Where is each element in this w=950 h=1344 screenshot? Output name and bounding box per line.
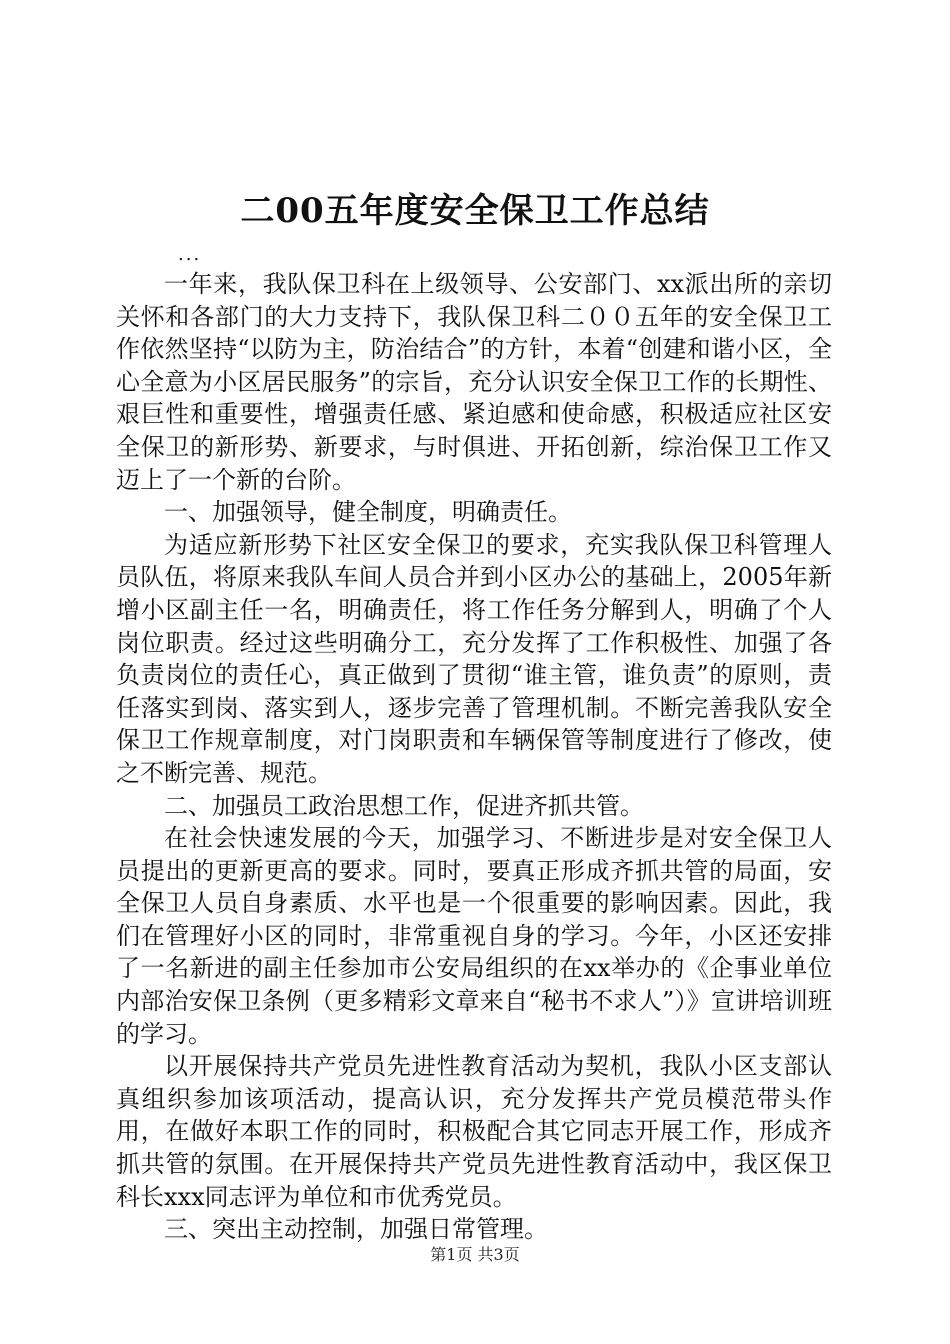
document-title: 二00五年度安全保卫工作总结 — [240, 191, 710, 231]
paragraph-section-1: 为适应新形势下社区安全保卫的要求，充实我队保卫科管理人员队伍，将原来我队车间人员合并到小区办公的基础上，2005年新增小区副主任一名，明确责任，将工作任务分解到人，明确了个人岗位职责。经过这些明确分工，充分发挥了工作积极性、加强了各负责岗位的责任心，真正做到了贯彻“谁主管，谁负责”的原则，责任落实到岗、落实到人，逐步完善了管理机制。不断完善我队安全保卫工作规章制度，对门岗职责和车辆保管等制度进行了修改，使之不断完善、规范。 — [116, 530, 832, 787]
document-body — [116, 268, 832, 1246]
ellipsis-mark: ... — [178, 244, 202, 265]
section-heading-3: 三、突出主动控制，加强日常管理。 — [164, 1215, 548, 1244]
page-number-footer: 第1页 共3页 — [430, 1245, 520, 1264]
section-heading-1: 一、加强领导，健全制度，明确责任。 — [164, 498, 572, 527]
paragraph-section-2b: 以开展保持共产党员先进性教育活动为契机，我队小区支部认真组织参加该项活动，提高认识，充分发挥共产党员模范带头作用，在做好本职工作的同时，积极配合其它同志开展工作，形成齐抓共管的氛围。在开展保持共产党员先进性教育活动中，我区保卫科长xxx同志评为单位和市优秀党员。 — [116, 1052, 832, 1211]
section-heading-2: 二、加强员工政治思想工作，促进齐抓共管。 — [164, 791, 644, 820]
paragraph-intro: 一年来，我队保卫科在上级领导、公安部门、xx派出所的亲切关怀和各部门的大力支持下，我队保卫科二００五年的安全保卫工作依然坚持“以防为主，防治结合”的方针，本着“创建和谐小区，全心全意为小区居民服务”的宗旨，充分认识安全保卫工作的长期性、艰巨性和重要性，增强责任感、紧迫感和使命感，积极适应社区安全保卫的新形势、新要求，与时俱进、开拓创新，综治保卫工作又迈上了一个新的台阶。 — [116, 270, 832, 494]
paragraph-section-2a: 在社会快速发展的今天，加强学习、不断进步是对安全保卫人员提出的更新更高的要求。同时，要真正形成齐抓共管的局面，安全保卫人员自身素质、水平也是一个很重要的影响因素。因此，我们在管理好小区的同时，非常重视自身的学习。今年，小区还安排了一名新进的副主任参加市公安局组织的在xx举办的《企事业单位内部治安保卫条例（更多精彩文章来自“秘书不求人”）》宣讲培训班的学习。 — [116, 824, 832, 1048]
